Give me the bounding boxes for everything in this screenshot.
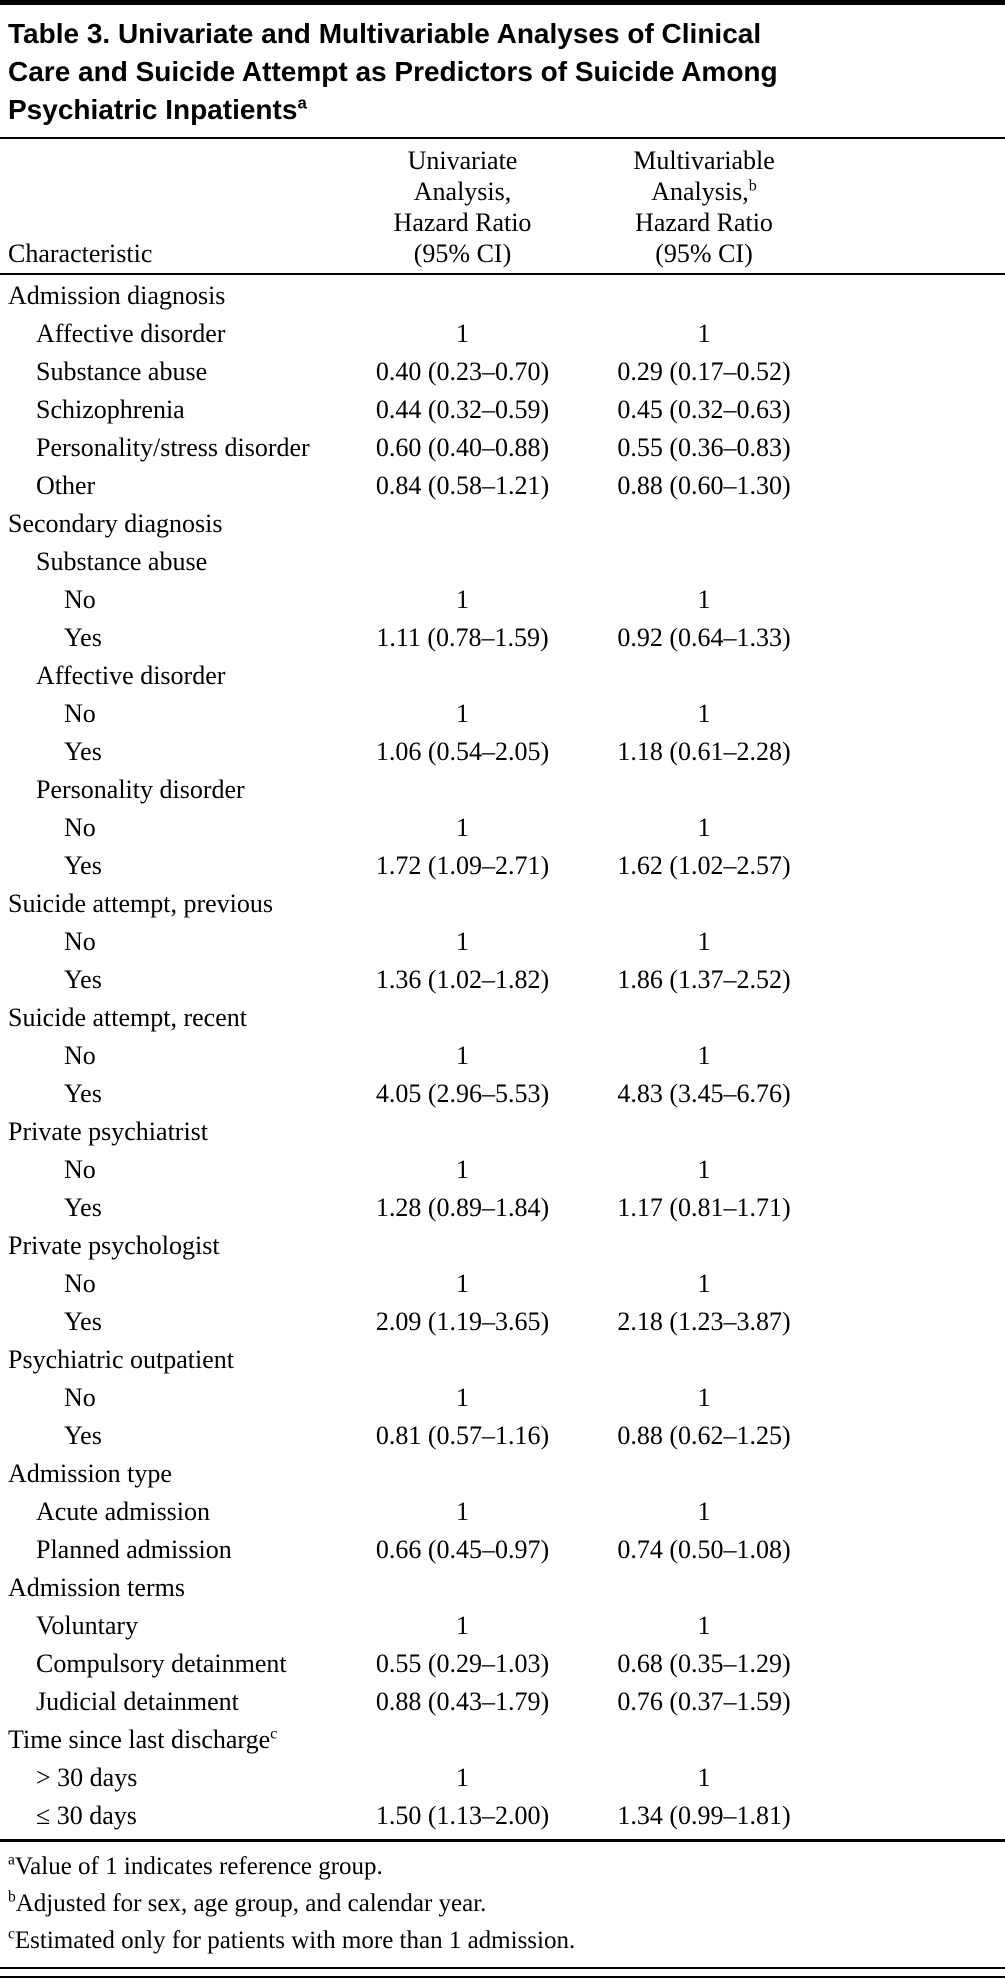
row-spacer	[828, 1037, 997, 1075]
univariate-value	[345, 1341, 580, 1379]
univariate-value: 1	[456, 1383, 469, 1412]
row-label: No	[64, 1269, 96, 1298]
row-label: No	[64, 1383, 96, 1412]
row-label: Private psychiatrist	[8, 1117, 209, 1146]
table-row	[8, 543, 997, 581]
row-spacer	[828, 1645, 997, 1683]
multivariable-value: 0.68 (0.35–1.29)	[617, 1649, 791, 1678]
table-row	[8, 1189, 997, 1227]
footnote-c-text: Estimated only for patients with more than 1 admission.	[14, 1927, 576, 1954]
row-spacer	[828, 695, 997, 733]
univariate-value	[345, 1569, 580, 1607]
multivariable-value: 1.34 (0.99–1.81)	[617, 1801, 791, 1830]
row-label: Other	[36, 471, 96, 500]
row-spacer	[828, 543, 997, 581]
row-label: Yes	[64, 737, 102, 766]
row-spacer	[828, 619, 997, 657]
row-spacer	[828, 1227, 997, 1265]
row-spacer	[828, 1379, 997, 1417]
multivariable-value: 2.18 (1.23–3.87)	[617, 1307, 791, 1336]
row-label: Compulsory detainment	[36, 1649, 287, 1678]
univariate-value: 0.84 (0.58–1.21)	[375, 471, 550, 500]
footnote-c	[8, 1922, 997, 1959]
row-label: Yes	[64, 1079, 102, 1108]
row-label: Affective disorder	[36, 319, 226, 348]
row-label: Yes	[64, 1307, 102, 1336]
univariate-value: 0.88 (0.43–1.79)	[375, 1687, 550, 1716]
multivariable-value: 1	[697, 1269, 711, 1298]
multivariable-value: 0.88 (0.62–1.25)	[617, 1421, 791, 1450]
multivariable-value	[580, 505, 828, 543]
table-row	[8, 809, 997, 847]
multivariable-value	[580, 277, 828, 315]
row-label: Private psychologist	[8, 1231, 220, 1260]
univariate-value: 1	[456, 1763, 469, 1792]
row-label: ≤ 30 days	[36, 1801, 137, 1830]
univariate-value	[345, 999, 580, 1037]
row-spacer	[828, 1075, 997, 1113]
multivariable-value: 0.74 (0.50–1.08)	[617, 1535, 791, 1564]
multivariable-value: 1.18 (0.61–2.28)	[617, 737, 791, 766]
univariate-value: 1	[456, 1497, 469, 1526]
row-label-superscript: c	[270, 1725, 278, 1743]
multivariable-value: 1.17 (0.81–1.71)	[617, 1193, 791, 1222]
footnote-b-superscript: b	[8, 1888, 16, 1906]
row-label: Acute admission	[36, 1497, 211, 1526]
multivariable-value: 0.29 (0.17–0.52)	[617, 357, 791, 386]
row-spacer	[828, 657, 997, 695]
footnote-a-text: Value of 1 indicates reference group.	[14, 1853, 383, 1880]
row-label: Yes	[64, 851, 102, 880]
row-spacer	[828, 1607, 997, 1645]
row-spacer	[828, 353, 997, 391]
multivariable-value	[580, 999, 828, 1037]
univariate-value: 2.09 (1.19–3.65)	[375, 1307, 550, 1336]
multivariable-value: 1	[697, 1497, 711, 1526]
footnote-b-text: Adjusted for sex, age group, and calendar year.	[15, 1890, 487, 1917]
row-spacer	[828, 1493, 997, 1531]
table-row	[8, 1075, 997, 1113]
row-spacer	[828, 733, 997, 771]
multivariable-value: 1	[697, 319, 711, 348]
multivariable-value	[580, 771, 828, 809]
table-row	[8, 1379, 997, 1417]
row-spacer	[828, 1759, 997, 1797]
table-row	[8, 1797, 997, 1835]
multivariable-value: 0.45 (0.32–0.63)	[617, 395, 791, 424]
header-line: Multivariable	[633, 146, 775, 175]
row-spacer	[828, 1151, 997, 1189]
univariate-value	[345, 1113, 580, 1151]
header-line: (95% CI)	[413, 239, 512, 268]
row-label: No	[64, 585, 96, 614]
univariate-value	[345, 1227, 580, 1265]
univariate-value	[345, 1721, 580, 1759]
table-row	[8, 1531, 997, 1569]
row-label: Yes	[64, 1421, 102, 1450]
multivariable-value: 1	[697, 699, 711, 728]
row-label: Personality/stress disorder	[36, 433, 310, 462]
row-label: Planned admission	[36, 1535, 232, 1564]
univariate-value: 0.81 (0.57–1.16)	[375, 1421, 550, 1450]
multivariable-value	[580, 1113, 828, 1151]
table-row	[8, 429, 997, 467]
row-label: Affective disorder	[36, 661, 226, 690]
title-line-3	[8, 91, 997, 129]
table-row	[8, 1493, 997, 1531]
table-row	[8, 695, 997, 733]
row-label: No	[64, 927, 96, 956]
row-spacer	[828, 581, 997, 619]
column-header-univariate	[345, 145, 580, 269]
table-row	[8, 1227, 997, 1265]
title-line-2: Care and Suicide Attempt as Predictors of Suicide Among	[8, 56, 778, 87]
table-row	[8, 391, 997, 429]
table-row	[8, 315, 997, 353]
row-label: Time since last discharge$^c$	[8, 1725, 278, 1754]
multivariable-value: 1	[697, 927, 711, 956]
multivariable-value: 1.86 (1.37–2.52)	[617, 965, 791, 994]
univariate-value: 1	[456, 319, 469, 348]
row-label: Admission type	[8, 1459, 172, 1488]
table-row	[8, 1455, 997, 1493]
row-label: No	[64, 699, 96, 728]
multivariable-value: 1	[697, 1041, 711, 1070]
row-spacer	[828, 1797, 997, 1835]
footnote-c-superscript: c	[8, 1925, 15, 1943]
header-line: Hazard Ratio	[393, 208, 532, 237]
row-spacer	[828, 1189, 997, 1227]
univariate-value	[345, 657, 580, 695]
footnote-b	[8, 1885, 997, 1922]
univariate-value: 1	[456, 699, 469, 728]
row-spacer	[828, 1341, 997, 1379]
univariate-value: 1	[456, 585, 469, 614]
multivariable-value	[580, 1721, 828, 1759]
table-header-row	[8, 139, 997, 273]
table-row	[8, 923, 997, 961]
table-row	[8, 961, 997, 999]
column-header-multivariable	[580, 145, 828, 269]
row-spacer	[828, 961, 997, 999]
row-label: Yes	[64, 623, 102, 652]
multivariable-value	[580, 885, 828, 923]
row-label: Secondary diagnosis	[8, 509, 223, 538]
row-label: No	[64, 1155, 96, 1184]
row-label: Admission terms	[8, 1573, 185, 1602]
univariate-value: 1.06 (0.54–2.05)	[375, 737, 550, 766]
row-label: Personality disorder	[36, 775, 245, 804]
univariate-value: 1	[456, 927, 469, 956]
table-row	[8, 885, 997, 923]
univariate-value	[345, 277, 580, 315]
row-spacer	[828, 1531, 997, 1569]
row-spacer	[828, 809, 997, 847]
header-line: Analysis,	[413, 177, 512, 206]
row-spacer	[828, 1417, 997, 1455]
row-label: Psychiatric outpatient	[8, 1345, 235, 1374]
multivariable-value: 1	[697, 1611, 711, 1640]
row-spacer	[828, 923, 997, 961]
table-row	[8, 999, 997, 1037]
univariate-value	[345, 771, 580, 809]
multivariable-value	[580, 543, 828, 581]
multivariable-value: 4.83 (3.45–6.76)	[617, 1079, 791, 1108]
header-line: Hazard Ratio	[635, 208, 773, 237]
table-row	[8, 1759, 997, 1797]
univariate-value: 1	[456, 1155, 469, 1184]
bottom-rule-gap	[8, 1969, 997, 1976]
column-header-characteristic: Characteristic	[8, 239, 153, 268]
univariate-value: 4.05 (2.96–5.53)	[375, 1079, 550, 1108]
univariate-value: 1.36 (1.02–1.82)	[375, 965, 550, 994]
multivariable-value	[580, 1455, 828, 1493]
table-row	[8, 657, 997, 695]
multivariable-value: 0.92 (0.64–1.33)	[617, 623, 791, 652]
table-row	[8, 1417, 997, 1455]
title-line-1: Table 3. Univariate and Multivariable Analyses of Clinical	[8, 18, 762, 49]
table-row	[8, 619, 997, 657]
univariate-value: 1.72 (1.09–2.71)	[375, 851, 550, 880]
row-label: Judicial detainment	[36, 1687, 239, 1716]
multivariable-value	[580, 657, 828, 695]
row-spacer	[828, 1721, 997, 1759]
table-row	[8, 1645, 997, 1683]
univariate-value: 1.28 (0.89–1.84)	[375, 1193, 550, 1222]
row-spacer	[828, 1455, 997, 1493]
univariate-value: 1.11 (0.78–1.59)	[376, 623, 549, 652]
row-spacer	[828, 505, 997, 543]
footnote-a	[8, 1848, 997, 1885]
row-label: Yes	[64, 1193, 102, 1222]
row-spacer	[828, 1303, 997, 1341]
univariate-value: 1	[456, 813, 469, 842]
table-row	[8, 1341, 997, 1379]
multivariable-value: 1	[697, 1763, 711, 1792]
multivariable-value	[580, 1569, 828, 1607]
univariate-value	[345, 505, 580, 543]
row-spacer	[828, 771, 997, 809]
table-row	[8, 581, 997, 619]
row-label: Voluntary	[36, 1611, 139, 1640]
multivariable-value: 1	[697, 813, 711, 842]
table-body	[8, 275, 997, 1839]
row-spacer	[828, 277, 997, 315]
title-line-3-text: Psychiatric Inpatients	[8, 94, 298, 125]
table-row	[8, 1569, 997, 1607]
multivariable-value: 1	[697, 1383, 711, 1412]
table-row	[8, 1303, 997, 1341]
footnotes	[8, 1842, 997, 1967]
row-spacer	[828, 1569, 997, 1607]
row-label: Suicide attempt, previous	[8, 889, 274, 918]
univariate-value: 0.44 (0.32–0.59)	[375, 395, 550, 424]
table-row	[8, 733, 997, 771]
row-spacer	[828, 847, 997, 885]
title-superscript: a	[297, 93, 307, 113]
row-label: > 30 days	[36, 1763, 138, 1792]
univariate-value: 1	[456, 1269, 469, 1298]
table-row	[8, 467, 997, 505]
univariate-value	[345, 543, 580, 581]
table-row	[8, 505, 997, 543]
row-label: Suicide attempt, recent	[8, 1003, 247, 1032]
univariate-value: 0.55 (0.29–1.03)	[375, 1649, 550, 1678]
table-row	[8, 1721, 997, 1759]
table-row	[8, 1151, 997, 1189]
row-label: Admission diagnosis	[8, 281, 226, 310]
multivariable-value: 1.62 (1.02–2.57)	[617, 851, 791, 880]
row-label: Substance abuse	[36, 547, 208, 576]
univariate-value: 1	[456, 1041, 469, 1070]
header-line: Univariate	[407, 146, 518, 175]
multivariable-value: 0.55 (0.36–0.83)	[617, 433, 791, 462]
univariate-value	[345, 885, 580, 923]
row-label: Substance abuse	[36, 357, 208, 386]
table-row	[8, 1607, 997, 1645]
header-line-text: Analysis,	[651, 177, 749, 206]
row-label: Schizophrenia	[36, 395, 185, 424]
multivariable-value	[580, 1227, 828, 1265]
row-spacer	[828, 1683, 997, 1721]
table-row	[8, 353, 997, 391]
row-spacer	[828, 885, 997, 923]
header-line	[580, 176, 828, 207]
multivariable-value	[580, 1341, 828, 1379]
row-spacer	[828, 467, 997, 505]
row-spacer	[828, 999, 997, 1037]
univariate-value: 0.40 (0.23–0.70)	[375, 357, 550, 386]
multivariable-value: 0.88 (0.60–1.30)	[617, 471, 791, 500]
table-row	[8, 1265, 997, 1303]
multivariable-value: 1	[697, 585, 711, 614]
header-line: (95% CI)	[655, 239, 753, 268]
table-title	[8, 5, 997, 137]
row-spacer	[828, 391, 997, 429]
univariate-value: 1	[456, 1611, 469, 1640]
row-spacer	[828, 315, 997, 353]
row-spacer	[828, 1113, 997, 1151]
row-spacer	[828, 1265, 997, 1303]
header-superscript: b	[748, 177, 757, 195]
table-row	[8, 277, 997, 315]
footnote-a-superscript: a	[8, 1851, 15, 1869]
table-row	[8, 771, 997, 809]
univariate-value	[345, 1455, 580, 1493]
row-spacer	[828, 429, 997, 467]
univariate-value: 1.50 (1.13–2.00)	[375, 1801, 550, 1830]
row-label: No	[64, 813, 96, 842]
table-row	[8, 1113, 997, 1151]
univariate-value: 0.60 (0.40–0.88)	[375, 433, 550, 462]
multivariable-value: 0.76 (0.37–1.59)	[617, 1687, 791, 1716]
table-row	[8, 847, 997, 885]
table-row	[8, 1683, 997, 1721]
row-label: Yes	[64, 965, 102, 994]
univariate-value: 0.66 (0.45–0.97)	[375, 1535, 550, 1564]
table-row	[8, 1037, 997, 1075]
row-label: No	[64, 1041, 96, 1070]
multivariable-value: 1	[697, 1155, 711, 1184]
